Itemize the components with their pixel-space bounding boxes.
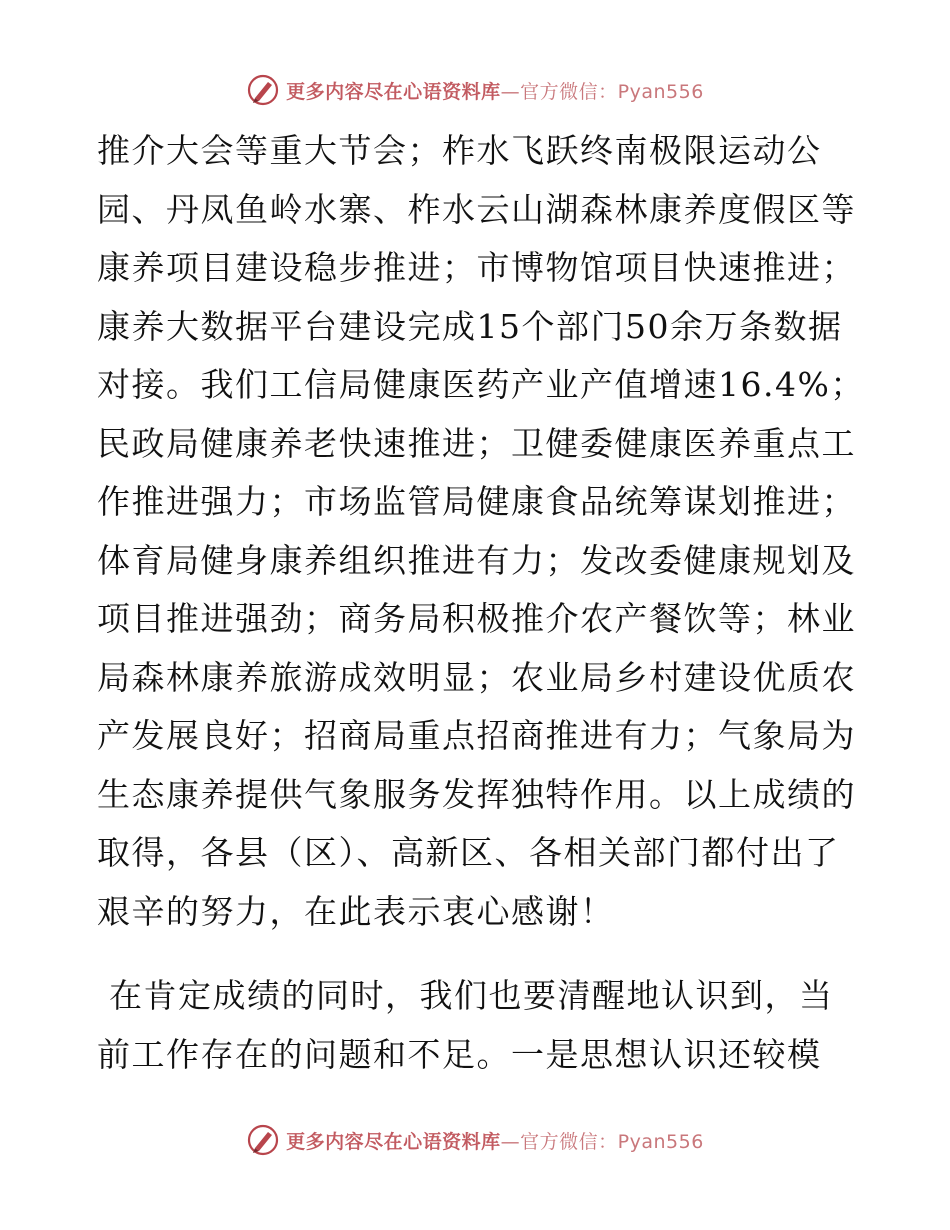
- paragraph-2: [97, 967, 857, 1084]
- text-line: 园、丹凤鱼岭水寨、柞水云山湖森林康养度假区等: [97, 189, 856, 229]
- text-line: 艰辛的努力，在此表示衷心感谢！: [97, 891, 615, 931]
- pen-logo-icon: [246, 73, 280, 107]
- header-contact-text: 官方微信：Pyan556: [520, 80, 704, 103]
- pen-logo-icon: [246, 1123, 280, 1157]
- header-separator: —: [500, 80, 521, 103]
- footer-brand-text: 更多内容尽在心语资料库: [286, 1130, 501, 1153]
- text-line: 对接。我们工信局健康医药产业产值增速16.4%；: [97, 365, 865, 404]
- header-banner: [0, 70, 950, 110]
- footer-banner-text: [286, 1127, 704, 1154]
- text-line: 取得，各县（区）、高新区、各相关部门都付出了: [97, 833, 840, 872]
- text-line: 项目推进强劲；商务局积极推介农产餐饮等；林业: [97, 599, 856, 638]
- paragraph-1: [97, 122, 865, 941]
- text-line: 推介大会等重大节会；柞水飞跃终南极限运动公: [97, 131, 822, 170]
- footer-separator: —: [500, 1130, 521, 1153]
- text-line: 产发展良好；招商局重点招商推进有力；气象局为: [97, 716, 856, 755]
- header-banner-text: [286, 77, 704, 104]
- text-line: 体育局健身康养组织推进有力；发改委健康规划及: [97, 540, 856, 580]
- text-line: 作推进强力；市场监管局健康食品统筹谋划推进；: [97, 482, 856, 521]
- text-line: 前工作存在的问题和不足。一是思想认识还较模: [97, 1034, 822, 1074]
- footer-banner: [0, 1120, 950, 1160]
- header-brand-text: 更多内容尽在心语资料库: [286, 80, 501, 103]
- paragraph-spacer: [97, 941, 857, 967]
- text-line: 康养大数据平台建设完成15个部门50余万条数据: [97, 306, 843, 346]
- document-body: [97, 122, 865, 1084]
- footer-contact-text: 官方微信：Pyan556: [520, 1130, 704, 1153]
- text-line: 在肯定成绩的同时，我们也要清醒地认识到，当: [97, 976, 834, 1015]
- text-line: 生态康养提供气象服务发挥独特作用。以上成绩的: [97, 774, 856, 814]
- text-line: 局森林康养旅游成效明显；农业局乡村建设优质农: [97, 657, 856, 697]
- text-line: 民政局健康养老快速推进；卫健委健康医养重点工: [97, 423, 856, 463]
- text-line: 康养项目建设稳步推进；市博物馆项目快速推进；: [97, 248, 856, 287]
